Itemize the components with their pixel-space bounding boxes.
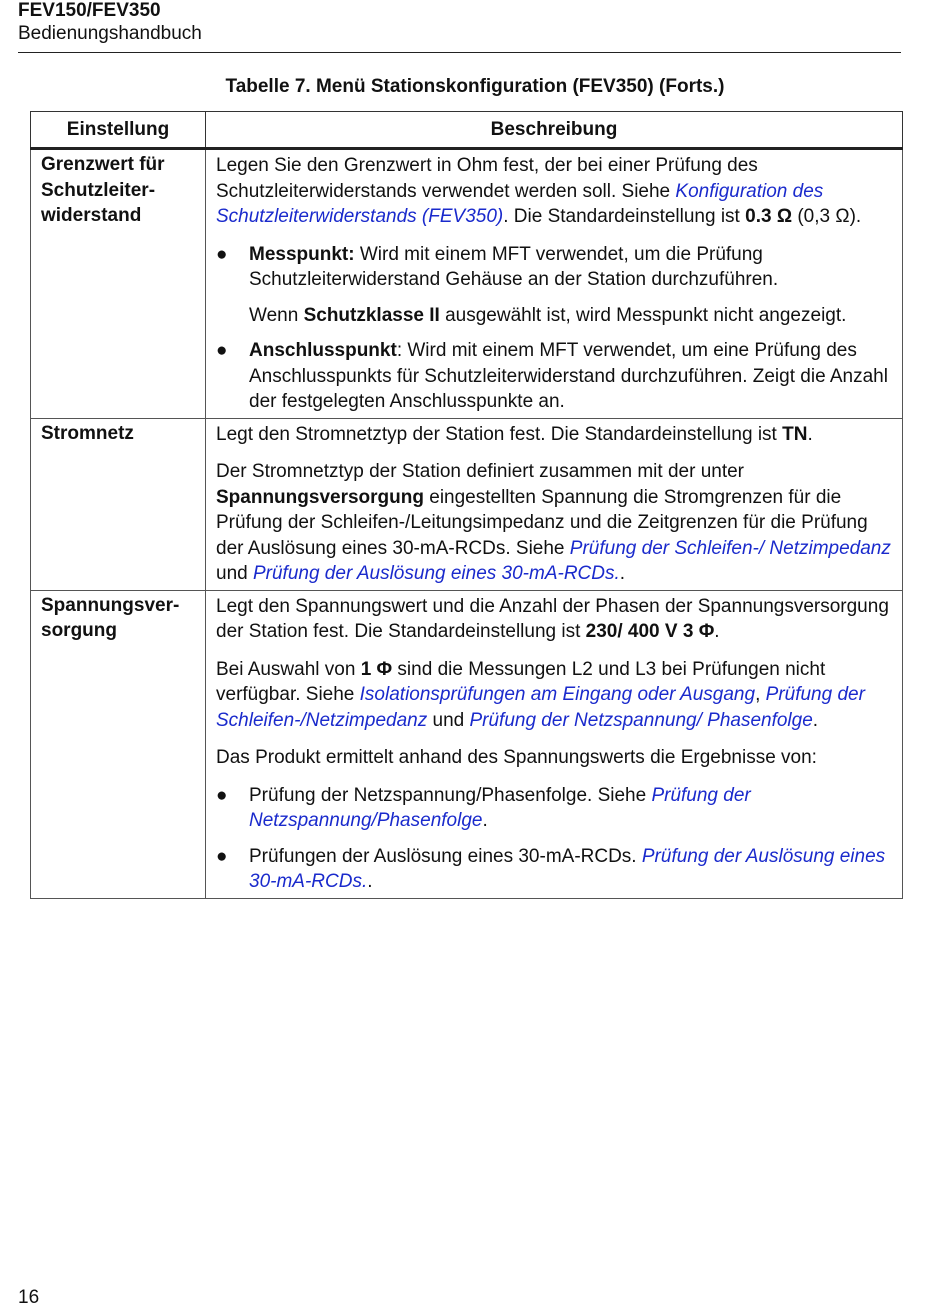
- text: Prüfung der Netzspannung/Phasenfolge. Siehe: [249, 784, 652, 806]
- description-paragraph: [216, 422, 892, 448]
- text: und: [216, 563, 253, 584]
- setting-name: Stromnetz: [31, 418, 206, 590]
- product-name: FEV150/FEV350: [18, 0, 161, 21]
- text: .: [367, 871, 373, 892]
- link-ausloesung-rcd[interactable]: Prüfung der Auslösung eines 30-mA-RCDs.: [252, 563, 620, 584]
- setting-name: Grenzwert für Schutzleiter-widerstand: [31, 149, 206, 419]
- bullet-icon: ●: [216, 243, 228, 265]
- text: (0,3 Ω).: [792, 206, 862, 227]
- list-item: [216, 242, 892, 329]
- text: sind die Messungen L2 und L3 bei Prüfungen nicht verfügbar. Siehe: [216, 658, 826, 705]
- term: 1 Φ: [360, 658, 393, 680]
- term: Spannungsversorgung: [216, 486, 424, 508]
- manual-title: Bedienungshandbuch: [18, 23, 202, 44]
- default-value: 230/ 400 V 3 Φ: [585, 621, 715, 642]
- list-item: [216, 844, 892, 895]
- text: Legt den Spannungswert und die Anzahl der Phasen der Spannungsversorgung der Station fest. Die Standardeinstellung ist: [216, 595, 889, 642]
- page-header: [18, 0, 202, 46]
- table-row: [31, 149, 903, 419]
- bullet-icon: ●: [216, 784, 228, 806]
- bullet-list: [216, 242, 892, 415]
- list-item: [216, 338, 892, 415]
- text: ausgewählt ist, wird Messpunkt nicht angezeigt.: [439, 304, 847, 326]
- text: und: [427, 709, 470, 731]
- default-value: TN: [782, 423, 808, 445]
- bullet-icon: ●: [216, 845, 228, 867]
- text: .: [619, 563, 626, 584]
- link-konfiguration-schutzleiterwiderstand[interactable]: Konfiguration des Schutzleiterwiderstands (FEV350): [216, 180, 824, 227]
- table-row: [31, 590, 903, 898]
- description-paragraph: [216, 594, 892, 645]
- table-caption: Tabelle 7. Menü Stationskonfiguration (FEV350) (Forts.): [225, 76, 725, 97]
- link-netzspannung-phasenfolge[interactable]: Prüfung der Netzspannung/ Phasenfolge: [469, 709, 813, 731]
- text: Bei Auswahl von: [216, 658, 361, 680]
- text: .: [714, 621, 720, 642]
- bullet-icon: ●: [216, 340, 228, 361]
- term: Schutzklasse II: [303, 304, 440, 326]
- text: .: [812, 709, 819, 731]
- link-isolationspruefungen[interactable]: Isolationsprüfungen am Eingang oder Ausgang: [359, 684, 756, 705]
- column-header-description: Beschreibung: [206, 112, 903, 149]
- table-row: [31, 418, 903, 590]
- link-ausloesung-rcd[interactable]: Prüfung der Auslösung eines 30-mA-RCDs.: [249, 845, 886, 892]
- text: Wenn: [249, 304, 304, 326]
- bullet-list: [216, 783, 892, 895]
- text: Legen Sie den Grenzwert in Ohm fest, der bei einer Prüfung des Schutzleiterwiderstands verwendet werden soll. Siehe: [216, 155, 758, 202]
- text: Prüfungen der Auslösung eines 30-mA-RCDs.: [249, 845, 642, 867]
- setting-name: Spannungsver-sorgung: [31, 590, 206, 898]
- description-paragraph: [216, 153, 892, 230]
- term: Messpunkt:: [249, 243, 355, 265]
- text: .: [482, 810, 488, 831]
- setting-description: [206, 149, 903, 419]
- page-number: 16: [18, 1287, 40, 1308]
- setting-description: [206, 590, 903, 898]
- text: : Wird mit einem MFT verwendet, um eine Prüfung des Anschlusspunkts für Schutzleiterwiderstand durchzuführen. Zeigt die Anzahl der festgelegten Anschlusspunkte an.: [249, 340, 888, 412]
- link-schleifen-netzimpedanz[interactable]: Prüfung der Schleifen-/ Netzimpedanz: [569, 537, 891, 559]
- text: Wird mit einem MFT verwendet, um die Prüfung Schutzleiterwiderstand Gehäuse an der Station durchzuführen.: [249, 243, 779, 290]
- settings-table: [30, 111, 903, 899]
- list-item: [216, 783, 892, 834]
- list-item-note: [249, 303, 892, 329]
- text: ,: [755, 684, 766, 705]
- default-value: 0.3 Ω: [745, 206, 793, 227]
- table-header-row: [31, 112, 903, 149]
- description-paragraph: [216, 657, 892, 734]
- description-paragraph: [216, 459, 892, 587]
- text: . Die Standardeinstellung ist: [503, 206, 746, 227]
- link-schleifen-netzimpedanz[interactable]: Prüfung der Schleifen-/Netzimpedanz: [216, 684, 865, 731]
- header-divider: [18, 52, 901, 53]
- text: Der Stromnetztyp der Station definiert zusammen mit der unter: [216, 461, 745, 482]
- link-netzspannung-phasenfolge[interactable]: Prüfung der Netzspannung/Phasenfolge: [249, 784, 751, 831]
- text: .: [807, 423, 813, 445]
- column-header-setting: Einstellung: [31, 112, 206, 149]
- setting-description: [206, 418, 903, 590]
- term: Anschlusspunkt: [249, 340, 397, 361]
- text: Legt den Stromnetztyp der Station fest. Die Standardeinstellung ist: [216, 423, 783, 445]
- description-paragraph: Das Produkt ermittelt anhand des Spannungswerts die Ergebnisse von:: [216, 747, 817, 768]
- text: eingestellten Spannung die Stromgrenzen für die Prüfung der Schleifen-/Leitungsimpedanz und die Zeitgrenzen für die Prüfung der Auslösung eines 30-mA-RCDs. Siehe: [216, 486, 868, 559]
